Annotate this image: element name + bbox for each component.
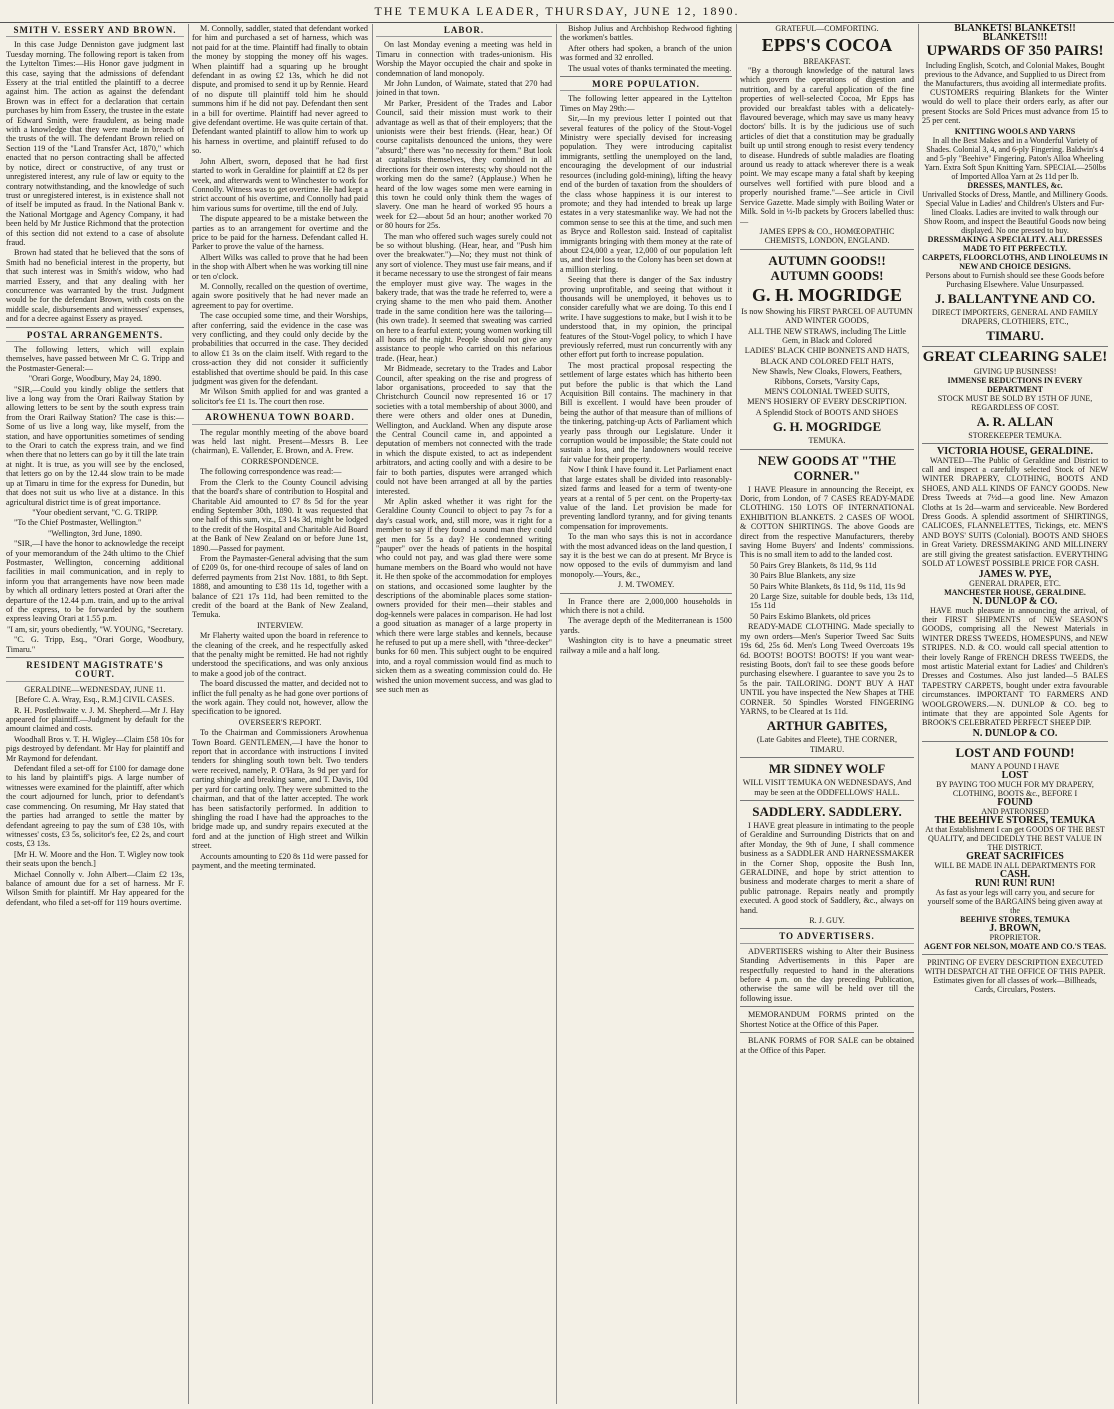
many-pound-label: MANY A POUND I HAVE xyxy=(970,761,1060,771)
customers-notice: CUSTOMERS requiring Blankets for the Winter would do well to place their orders early, as after our present Stocks are Sold Prices must advance from 15 to 25 per cent. xyxy=(922,88,1108,126)
article-paragraph: The dispute appeared to be a mistake between the parties as to an arrangement for overtime and the price to be paid for the harness. Defendant called H. Parker to prove the value of the harness. xyxy=(192,214,368,252)
beehive-title: THE BEEHIVE STORES, TEMUKA xyxy=(934,814,1096,826)
article-paragraph: Mr Flaherty waited upon the board in reference to the cleaning of the creek, and he respectfully asked that the penalty might be remitted. He had not rightly understood the specifications, and was only anxious to make a good job of the contract. xyxy=(192,631,368,678)
article-paragraph: [Before C. A. Wray, Esq., R.M.] CIVIL CASES. xyxy=(15,695,175,705)
manchester-house-title: MANCHESTER HOUSE, GERALDINE. xyxy=(944,587,1086,597)
article-paragraph: The following correspondence was read:— xyxy=(200,467,342,477)
article-paragraph: Mr Wilson Smith applied for and was granted a solicitor's fee £1 1s. The court then rose. xyxy=(192,387,368,406)
article-paragraph: Now I think I have found it. Let Parliament enact that large estates shall be divided into reasonably-sized farms and leased for a term of twenty-one years at a rental of 5 per cent. on the Property-tax value of the land. Let provision be made for preventing landlord tyranny, and for giving tenants compensation for improvements. xyxy=(560,465,732,531)
brown-name: J. BROWN, xyxy=(989,922,1041,934)
knitting-title: KNITTING WOOLS AND YARNS xyxy=(954,126,1076,136)
column-rule xyxy=(556,24,557,1404)
dresses-body: Unrivalled Stocks of Dress, Mantle, and Millinery Goods. Special Value in Ladies' and Children's Ulsters and Fur-lined Cloaks. Ladies are invited to walk through our Show Room, and inspect the Beautiful Goods now being displayed. No one pressed to buy. xyxy=(922,189,1108,235)
corner-ad-body: I HAVE Pleasure in announcing the Receipt, ex Doric, from London, of 7 CASES READY-MADE CLOTHING. 150 LOTS OF INTERNATIONAL EXHIBITION BLANKETS. 2 CASES OF WOOL & COTTON SHIRTINGS. The above Goods are direct from the respective Manufacturers, thereby saving Home Buyers' and Indents' commissions. This is no small item to add to the landed cost. xyxy=(740,484,914,560)
divider xyxy=(922,346,1108,347)
ad-tagline: GRATEFUL—COMFORTING. xyxy=(775,24,879,33)
mogridge-item: ALL THE NEW STRAWS, including The Little Gem, in Black and Colored xyxy=(748,326,906,345)
article-paragraph: Seeing that there is danger of the Sax industry proving unprofitable, and seeing that without it thousands will be unemployed, it behoves us to consider carefully what we are doing. To this end I write. I have suggestions to make, but I wish it to be understood that, in my opinion, the principal features of the Stout-Vogel policy, to which I have previously referred, must run concurrently with any other effort put forth to increase population. xyxy=(560,275,732,360)
divider xyxy=(740,1032,914,1033)
brown-subtitle: PROPRIETOR. xyxy=(989,932,1041,942)
divider xyxy=(6,657,184,658)
divider xyxy=(922,954,1108,955)
divider xyxy=(922,443,1108,444)
dressmaking-title: DRESSMAKING A SPECIALITY. ALL DRESSES MADE TO FIT PERFECTLY. xyxy=(927,234,1103,253)
cocoa-ad-body: "By a thorough knowledge of the natural laws which govern the operations of digestion and nutrition, and by a careful application of the fine properties of well-selected Cocoa, Mr Epps has provided our breakfast tables with a delicately-flavoured beverage, which may save us many heavy doctors' bills. It is by the judicious use of such articles of diet that a constitution may be gradually built up until strong enough to resist every tendency to disease. Hundreds of subtle maladies are floating around us ready to attack wherever there is a weak point. We may escape many a fatal shaft by keeping ourselves well fortified with pure blood and a properly nourished frame."—See article in Civil Service Gazette. Made simply with Boiling Water or Milk. Sold in ½-lb packets by Grocers labelled thus:— xyxy=(740,66,914,226)
pye-subtitle: GENERAL DRAPER, ETC. xyxy=(969,578,1061,588)
sacrifices-subtitle: WILL BE MADE IN ALL DEPARTMENTS FOR xyxy=(934,860,1096,870)
article-paragraph: Woodhall Bros v. T. H. Wigley—Claim £58 10s for pigs destroyed by defendant. Mr Hay for plaintiff and Mr Raymond for defendant. xyxy=(6,734,184,763)
carpets-title: CARPETS, FLOORCLOTHS, AND LINOLEUMS IN NEW AND CHOICE DESIGNS. xyxy=(922,252,1108,271)
column-2 xyxy=(192,24,368,1404)
blankets-banner: BLANKETS! BLANKETS!! BLANKETS!!! xyxy=(954,24,1076,43)
knitting-body: In all the Best Makes and in a Wonderful Variety of Shades. Colonial 3, 4, and 6-ply Fingering. Baldwin's 4 and 5-ply "Beehive" Fingering. Paton's Alloa Wheeling Yarn. Extra Soft Spun Knitting Yarn. SPECIAL—250lbs of Imported Alloa Yarn at 2s 11d per lb. xyxy=(924,135,1106,181)
ballantyne-subtitle: DIRECT IMPORTERS, GENERAL AND FAMILY DRAPERS, CLOTHIERS, ETC., xyxy=(931,307,1099,326)
headline: POSTAL ARRANGEMENTS. xyxy=(6,331,184,342)
by-paying-label: BY PAYING TOO MUCH FOR MY DRAPERY, CLOTHING, BOOTS &c., BEFORE I xyxy=(936,779,1094,798)
column-rule xyxy=(918,24,919,1404)
mogridge-item: A Splendid Stock of BOOTS AND SHOES xyxy=(755,407,899,417)
blank-forms-notice: BLANK FORMS of FOR SALE can be obtained at the Office of this Paper. xyxy=(740,1036,914,1055)
headline: SMITH V. ESSERY AND BROWN. xyxy=(6,26,184,37)
advertisers-body: ADVERTISERS wishing to Alter their Business Standing Advertisements in this Paper are respectfully requested to hand in the alterations before 4 p.m. on the day preceding Publication, otherwise the same will be held over till the following issue. xyxy=(740,946,914,1003)
article-paragraph: From the Paymaster-General advising that the sum of £209 0s, for one-third recoupe of sales of land on deferred payments from 21st Nov. 1881, to 8th Sept. 1888, and amounting to £38 11s 1d, together with a balance of £21 17s 11d, had been remitted to the credit of the board at the Bank of New Zealand, Temuka. xyxy=(192,553,368,620)
victoria-house-body: WANTED—The Public of Geraldine and District to call and inspect a carefully selected Stock of NEW WINTER DRAPERY, CLOTHING, BOOTS AND SHOES, AND ALL KINDS OF FANCY GOODS. New Dress Tweeds at 7½d—a good line. New Amazon Cloths at 1s 2d—warm and serviceable. New Bordered Dress Goods. A splendid assortment of SHIRTINGS, CALICOES, FLANNELETTES, Tickings, etc. MEN'S AND BOYS' SUITS (Colonial). BOOTS AND SHOES in Great Variety. DRESSMAKING AND MILLINERY are still giving the greatest satisfaction. EVERYTHING SOLD AT LOWEST POSSIBLE PRICE FOR CASH. xyxy=(922,455,1108,569)
subheading: OVERSEER'S REPORT. xyxy=(238,717,322,727)
cocoa-ad-title: EPPS'S COCOA xyxy=(761,35,893,55)
column-6 xyxy=(922,24,1108,1404)
headline: RESIDENT MAGISTRATE'S COURT. xyxy=(6,661,184,682)
article-paragraph: The following letter appeared in the Lyttelton Times on May 29th:— xyxy=(560,94,732,113)
mogridge-item: BLACK AND COLORED FELT HATS, xyxy=(760,356,894,366)
dunlop-name: N. DUNLOP & CO. xyxy=(972,727,1058,739)
article-paragraph: The case occupied some time, and their Worships, after conferring, said the evidence in the case was very conflicting, and they could only decide by the probabilities that occurred in the case. They decided to allow £1 3s on the claim itself. With regard to the cross-action they did not consider it sufficiently established that overtime should be paid. In this case judgment was given for the defendant. xyxy=(192,311,368,387)
article-paragraph: The following letters, which will explain themselves, have passed between Mr C. G. Tripp and the Postmaster-General:— xyxy=(6,345,184,373)
corner-list-item: 50 Pairs White Blankets, 8s 11d, 9s 11d, 11s 9d xyxy=(750,581,906,591)
article-paragraph: In this case Judge Denniston gave judgment last Tuesday morning. The following report is taken from the Lyttelton Times:—His Honor gave judgment in this case, saying that the admissions of defendant Essery at the trial entitled the plaintiff to a decree against him. The action as against the defendant Brown was in effect for a declaration that certain purchases by him from Essery, the trustee in the estate of Edward Smith, were fraudulent, as being made with a knowledge that they were made in breach of the trusts of the will. The defendant Brown relied on Section 119 of the "Land Transfer Act, 1870," which enacted that no person contracting shall be affected by notice, direct or constructive, of any trust or unregistered interest, any rule of law or equity to the contrary notwithstanding, and the knowledge of such trust or unregistered interest, is in existence shall not of itself be imputed as fraud. In the National Bank v. the National Mortgage and Agency Company, it had been held by Mr Justice Richmond that the protection of this section did not extend to a case of absolute fraud. xyxy=(6,40,184,247)
divider xyxy=(560,76,732,77)
upwards-title: UPWARDS OF 350 PAIRS! xyxy=(926,43,1104,59)
corner-ad-body: READY-MADE CLOTHING. Made specially to my own orders—Men's Superior Tweed Sac Suits 19s 6d, 25s 6d. Men's Long Tweed Overcoats 19s 6d. BOOTS! BOOTS! BOOTS! If you want wear-resisting Boots, don't fail to see these goods before purchasing elsewhere. I guarantee to save you 2s to 5s the pair. TAILORING. DON'T BUY A HAT UNTIL you have inspected the New Shapes at THE CORNER. 50 Spindles Worsted FINGERING YARNS, to be Cleared at 1s 11d. xyxy=(740,622,914,716)
article-paragraph: From the Clerk to the County Council advising that the board's share of contribution to Hospital and Charitable Aid amounted to £7 8s 5d for the year ending September 30th, 1890. It was requested that one half of this sum, viz., £3 14s 3d, might be lodged to the credit of the Hospital and Charitable Aid Board at the Bank of New Zealand on or before June 1st, 1890.—Passed for payment. xyxy=(192,477,368,553)
divider xyxy=(740,800,914,801)
article-paragraph: The usual votes of thanks terminated the meeting. xyxy=(568,63,732,73)
article-paragraph: Mr Bidmeade, secretary to the Trades and Labor Council, after speaking on the rise and progress of labor organisations, proceeded to say that the Christchurch Council now represented 16 or 17 societies with a total membership of about 3000, and there were others and older ones at Dunedin, Wellington, and Auckland. When any dispute arose the Central Council came in, and appointed a deputation of members not connected with the trade in which the dispute existed, to act as independent arbitrators, and acting coolly and with a desire to be fair to both parties, disputes were arranged which could not have been arranged at all by the parties interested. xyxy=(376,364,552,496)
wolf-ad-body: WILL VISIT TEMUKA ON WEDNESDAYS, And may be seen at the ODDFELLOWS' HALL. xyxy=(742,778,912,797)
article-paragraph: After others had spoken, a branch of the union was formed and 32 enrolled. xyxy=(560,43,732,63)
divider xyxy=(740,249,914,250)
article-paragraph: Accounts amounting to £20 8s 11d were passed for payment, and the meeting terminated. xyxy=(192,851,368,870)
corner-signature: ARTHUR GABITES, xyxy=(766,718,888,734)
article-paragraph: In France there are 2,000,000 households in which there is not a child. xyxy=(560,596,732,615)
mogridge-item: MEN'S COLONIAL TWEED SUITS, xyxy=(764,386,890,396)
wolf-ad-title: MR SIDNEY WOLF xyxy=(768,761,886,777)
run-title: RUN! RUN! RUN! xyxy=(975,877,1055,889)
memo-forms-notice: MEMORANDUM FORMS printed on the Shortest Notice at the Office of this Paper. xyxy=(740,1010,914,1029)
saddlery-signature: R. J. GUY. xyxy=(809,916,845,926)
article-paragraph: The most practical proposal respecting the settlement of large estates which has hitherto been put before the public is that which the Land Acquisition Bill contains. The machinery in that Bill is excellent. I would have been prouder of being the author of that measure than of millions of the tinkering, patching-up Acts of Parliament which yearly pass through our Legislature. Under it corruption would be impossible; the State could not sustain a loss, and the landowners would receive fair value for their property. xyxy=(560,360,732,464)
column-rule xyxy=(736,24,737,1404)
divider xyxy=(740,449,914,450)
mogridge-item: New Shawls, New Cloaks, Flowers, Feathers, Ribbons, Corsets, 'Varsity Caps, xyxy=(752,367,902,386)
patronised-label: AND PATRONISED xyxy=(981,806,1049,816)
cocoa-ad-maker: JAMES EPPS & CO., HOMŒOPATHIC CHEMISTS, LONDON, ENGLAND. xyxy=(759,226,895,246)
printing-notice: PRINTING OF EVERY DESCRIPTION EXECUTED WITH DESPATCH AT THE OFFICE OF THIS PAPER. xyxy=(924,957,1106,976)
corner-signature-sub: (Late Gabites and Fleete), THE CORNER, TIMARU. xyxy=(756,735,898,754)
run-subtitle: As fast as your legs will carry you, and secure for yourself some of the BARGAINS being given away at the xyxy=(927,887,1103,915)
article-paragraph: Bishop Julius and Archbishop Redwood fighting the workmen's battles. xyxy=(560,24,732,43)
mogridge-town: TEMUKA. xyxy=(808,436,846,446)
article-paragraph: The board discussed the matter, and decided not to inflict the full penalty as he had gone over portions of the work again. They could not, however, allow the specification to be ignored. xyxy=(192,679,368,717)
divider xyxy=(6,327,184,328)
article-paragraph: Mr Parker, President of the Trades and Labor Council, said their mission must work to their advantage as well as that of their employers; that the unionists were their best friends. (Hear, hear.) Of course capitalists denounced the unions, they were "absurd;" there was "no necessity for them." But look at capitalists themselves, they combined in all directions for their own interests; why should not the working men do the same? (Applause.) When he heard of the low wages some men were earning in this town he could only think them the wages of slavery. One man he heard of worked 95 hours a week for £2—about 5d an hour; another worked 70 or 80 hours for 25s. xyxy=(376,98,552,231)
masthead: THE TEMUKA LEADER, THURSDAY, JUNE 12, 1890. xyxy=(0,0,1114,23)
estimates-notice: Estimates given for all classes of work—Billheads, Cards, Circulars, Posters. xyxy=(933,975,1097,994)
column-rule xyxy=(188,24,189,1404)
article-paragraph: M. Connolly, saddler, stated that defendant worked for him and purchased a set of harness, which was not paid for at the time. Plaintiff had finally to obtain the money by stopping the money off his wages. When plaintiff had a squaring up he brought defendant in as owing £2 13s, which he did not dispute, and promised to send it up by Rennie. Heard of no dispute till plaintiff told him he should summons him if he did not pay. Defendant then sent in a bill for overtime. Plaintiff had never agreed to give defendant overtime. He was quite certain of that. Defendant wanted plaintiff to allow him to work up his harness in overtime, and plaintiff refused to do so. xyxy=(192,24,368,156)
mogridge-name: G. H. MOGRIDGE xyxy=(751,284,902,305)
divider xyxy=(192,409,368,410)
found-label: FOUND xyxy=(997,796,1033,808)
article-paragraph: Albert Wilks was called to prove that he had been in the shop with Albert when he was working till nine or ten o'clock. xyxy=(192,252,368,281)
column-3 xyxy=(376,24,552,1404)
ballantyne-name: J. BALLANTYNE AND CO. xyxy=(935,290,1095,306)
divider xyxy=(740,928,914,929)
article-paragraph: "SIR,—Could you kindly oblige the settlers that live a long way from the Orari Railway Station by allowing letters to be sent by the south express train from the Orari Railway Station? The case is this:—Some of us live a long way, like myself, from the station, and have opportunities sometimes of sending to the Orari to catch the express train, and we find when there that no letters can go by it till the late train at night. It is true, as you will see by the enclosed, that letters go on by the 12.44 slow train to be made up at Timaru in time for the express for Dunedin, but that does not suit us who live at a distance. In this agricultural district time is of great importance. xyxy=(6,384,184,507)
subheading: INTERVIEW. xyxy=(256,620,304,630)
carpets-body: Persons about to Furnish should see these Goods before Purchasing Elsewhere. Value Unsurpassed. xyxy=(925,270,1105,289)
divider xyxy=(922,741,1108,742)
beehive-stores-label: BEEHIVE STORES, TEMUKA xyxy=(960,914,1070,924)
article-paragraph: Michael Connolly v. John Albert—Claim £2 13s, balance of amount due for a set of harness. Mr F. Wilson Smith for plaintiff. Mr Hay appeared for the defendant, who filed a set-off for 119 hours overtime. xyxy=(6,869,184,907)
article-paragraph: The man who offered such wages surely could not be so without blushing. (Hear, hear, and "Push him over the breakwater.")—No; they must not think of any sort of violence. They must use fair means, and if it became necessary to use the strongest of fair means the employer must give way. The wages in the bakery trade, that was the trade he referred to, were a crying shame to the men who paid them. Another trade in the same condition here was the tailoring—(his own trade). It seemed that sweating was carried on here to a fearful extent; young women working till all hours of the night. People should not give any assistance to people who carried on this nefarious trade. (Hear, hear.) xyxy=(376,231,552,363)
article-paragraph: GERALDINE—WEDNESDAY, JUNE 11. xyxy=(24,684,166,694)
advertisers-title: TO ADVERTISERS. xyxy=(740,932,914,943)
headline: LABOR. xyxy=(376,26,552,37)
allan-subtitle: STOREKEEPER TEMUKA. xyxy=(968,430,1062,440)
mogridge-item: LADIES' BLACK CHIP BONNETS AND HATS, xyxy=(744,346,910,356)
dunlop-name: N. DUNLOP & CO. xyxy=(972,595,1058,607)
saddlery-ad-title: SADDLERY. SADDLERY. xyxy=(752,803,902,819)
article-paragraph: "To the Chief Postmaster, Wellington." xyxy=(14,518,142,528)
article-paragraph: On last Monday evening a meeting was held in Timaru in connection with trades-unionism. His Worship the Mayor occupied the chair and spoke in condemnation of land monopoly. xyxy=(376,40,552,78)
timaru-label: TIMARU. xyxy=(986,327,1044,343)
article-paragraph: Mr Aplin asked whether it was right for the Geraldine County Council to object to pay 7s for a day's casual work, and, still more, was it right for a member to say if they found a sound man they could get men for 5s a day? He condemned writing "pauper" over the heads of patients in the hospital who could not pay, and was glad there were some humane members on the Board who would not have it. He then spoke of the accommodation for employes on stations, and occasioned some laughter by the descriptions of the abominable places some station-owners provided for their men—their stables and dog-kennels were palaces in comparison. He had lost a good situation as manager of a large property in which there were large stables and kennels, because he refused to put up a mere shell, with "three-decker" bunks for 60 men. This subject ought to be enquired into, and a royal commission would find as much to sicken them as a sweating commission could do. He wished the union movement success, and was glad to see such men as xyxy=(376,496,552,695)
column-rule xyxy=(372,24,373,1404)
article-paragraph: Brown had stated that he believed that the sons of Smith had no beneficial interest in the property, but that such interest was in Smith's widow, who had married Essery, and that any dealing with her concurrence was warranted by the trust. Judgment would be for the defendant Brown, with costs on the middle scale, disbursements and witnesses' expenses, and for a decree against Essery as prayed. xyxy=(6,248,184,324)
cocoa-ad-subtitle: BREAKFAST. xyxy=(803,57,851,66)
corner-list-item: 50 Pairs Eskimo Blankets, old prices xyxy=(750,611,871,621)
article-paragraph: John Albert, sworn, deposed that he had first started to work in Geraldine for plaintiff at £2 8s per week, and afterwards went to Winchester to work for Connolly. Witness was to get overtime. He had kept a strict account of his overtime, and Connolly had paid him various sums for overtime, till the end of July. xyxy=(192,156,368,213)
letter-signature: J. M. TWOMEY. xyxy=(617,580,675,590)
article-paragraph: Sir,—In my previous letter I pointed out that several features of the policy of the Stout-Vogel Ministry were specially devised for increasing population. They were introducing capitalist immigrants, settling the unemployed on the land, encouraging the development of our industrial resources (including gold-mining), lifting the heavy end of the burden of taxation from the shoulders of the class whose happiness it is our interest to promote; and they had intended to break up large estates in a very statesmanlike way. We had not the common sense to see this at the time, and such men as Bryce and Rolleston said. Instead of capitalist immigrants bringing with them money at the rate of about £24,000 a year, 12,000 of our population left us, and their loss to the Colony has been set down at a million sterling. xyxy=(560,114,732,274)
article-paragraph: The average depth of the Mediterranean is 1500 yards. xyxy=(560,616,732,635)
clearing-sale-title: GREAT CLEARING SALE! xyxy=(922,348,1108,365)
upwards-subtitle: Including English, Scotch, and Colonial Makes, Bought previous to the Advance, and Supplied to us Direct from the Manufacturers, thus avoiding all intermediate profits. xyxy=(923,61,1107,88)
article-paragraph: The regular monthly meeting of the above board was held last night. Present—Messrs B. Lee (chairman), E. Vallender, E. Brown, and A. Frew. xyxy=(192,427,368,456)
reductions-label: IMMENSE REDUCTIONS IN EVERY DEPARTMENT xyxy=(947,375,1083,394)
beehive-subtitle: At that Establishment I can get GOODS OF THE BEST QUALITY, and DECIDEDLY THE BEST VALUE IN THE DISTRICT. xyxy=(925,824,1105,852)
divider xyxy=(560,593,732,594)
dunlop-body: HAVE much pleasure in announcing the arrival, of their FIRST SHIPMENTS of NEW SEASON'S GOODS, comprising all the Newest Materials in WINTER DRESS TWEEDS, HOMESPUNS, and NEW STRIPES. N.D. & CO. would call special attention to their lovely Range of FRENCH DRESS TWEEDS, the most artistic Material extant for Ladies' and Children's Dresses and Costumes. Also just landed—5 BALES TAPESTRY CARPETS, bought under extra favourable circumstances. IMPORTANT TO FARMERS AND WOOLGROWERS.—N. DUNLOP & CO. beg to intimate that they are appointed Sole Agents for BROOK'S CELEBRATED PERFECT SHEEP DIP. xyxy=(922,605,1108,728)
corner-list-item: 20 Large Size, suitable for double beds, 13s 11d, 15s 11d xyxy=(750,592,914,611)
mogridge-body: Is now Showing his FIRST PARCEL OF AUTUMN AND WINTER GOODS, xyxy=(741,306,913,326)
cash-label: CASH. xyxy=(999,868,1031,880)
article-paragraph: To the Chairman and Commissioners Arowhenua Town Board. GENTLEMEN,—I have the honor to report that in accordance with instructions I invited tenders for shingling south town belt. Two tenders were received, namely, P. O'Hara, 3s 9d per yard for carting shingle and breaking same, and T. Davis, 10d per yard for carting only. They were submitted to the chairman, and that of the latter accepted. The work has been satisfactorily performed. In addition to shingling the road I have had the approaches to the bridge made up, and sundry repairs executed at the ford and at the junction of High street and Wilkin street. xyxy=(192,728,368,851)
letter-address: "Orari Gorge, Woodbury, May 24, 1890. xyxy=(28,374,162,384)
letter-signature: "Your obedient servant, "C. G. TRIPP. xyxy=(32,507,158,517)
article-paragraph: To the man who says this is not in accordance with the most advanced ideas on the land question, I say it is the best we can do at present. Mr Bryce is now opposed to the evils of dummyism and land monopoly.—Yours, &c., xyxy=(560,532,732,579)
divider xyxy=(740,757,914,758)
column-4 xyxy=(560,24,732,1404)
tea-agent-label: AGENT FOR NELSON, MOATE AND CO.'S TEAS. xyxy=(923,941,1107,951)
saddlery-ad-body: I HAVE great pleasure in intimating to the people of Geraldine and Surrounding Districts that on and after Monday, the 9th of June, I shall commence business as a SADDLER AND HARNESSMAKER in the Corner Shop, opposite the Bush Inn, GERALDINE, and hope by strict attention to business and moderate charges to merit a share of public patronage. Repairs neatly and promptly executed. A good stock of Saddlery, &c., always on hand. xyxy=(740,820,914,915)
stock-notice: STOCK MUST BE SOLD BY 15TH OF JUNE, REGARDLESS OF COST. xyxy=(937,393,1093,412)
article-paragraph: Defendant filed a set-off for £100 for damage done to his land by plaintiff's pigs. A large number of witnesses were examined for the plaintiff, after which the court adjourned for lunch, prior to defendant's case commencing. On resuming, Mr Hay stated that the parties had arranged to settle the matter by defendant agreeing to pay the sum of £38 10s, with witnesses' costs, £3 5s, solicitor's fee, £2 2s, and court costs, £3 13s. xyxy=(6,764,184,849)
divider xyxy=(740,1006,914,1007)
subheading: CORRESPONDENCE. xyxy=(241,456,319,466)
dresses-title: DRESSES, MANTLES, &c. xyxy=(967,180,1063,190)
lost-found-title: LOST AND FOUND! xyxy=(955,744,1075,760)
mogridge-item: MEN'S HOSIERY OF EVERY DESCRIPTION. xyxy=(747,397,907,407)
allan-name: A. R. ALLAN xyxy=(976,413,1054,429)
article-paragraph: [Mr H. W. Moore and the Hon. T. Wigley now took their seats upon the bench.] xyxy=(6,849,184,869)
corner-list-item: 30 Pairs Blue Blankets, any size xyxy=(750,571,856,581)
article-paragraph: Mr John Lundon, of Waimate, stated that 270 had joined in that town. xyxy=(376,79,552,98)
letter-signature: "I am, sir, yours obediently, "W. YOUNG, "Secretary. xyxy=(6,624,184,634)
corner-list-item: 50 Pairs Grey Blankets, 8s 11d, 9s 11d xyxy=(750,560,877,570)
victoria-house-title: VICTORIA HOUSE, GERALDINE. xyxy=(937,445,1093,457)
article-paragraph: M. Connolly, recalled on the question of overtime, again swore positively that he had never made an agreement to pay for overtime. xyxy=(192,281,368,310)
sacrifices-title: GREAT SACRIFICES xyxy=(966,850,1064,862)
letter-address: "Wellington, 3rd June, 1890. xyxy=(47,528,143,538)
autumn-ad-title: AUTUMN GOODS!! AUTUMN GOODS! xyxy=(768,252,886,283)
column-1 xyxy=(6,24,184,1404)
article-paragraph: R. H. Postlethwaite v. J. M. Shepherd.—Mr J. Hay appeared for plaintiff.—Judgment by default for the amount claimed and costs. xyxy=(6,705,184,734)
article-paragraph: "C. G. Tripp, Esq., "Orari Gorge, Woodbury, Timaru." xyxy=(6,635,184,654)
lost-label: LOST xyxy=(1001,769,1029,781)
giving-up-label: GIVING UP BUSINESS! xyxy=(973,366,1057,376)
headline: MORE POPULATION. xyxy=(560,80,732,91)
article-paragraph: Washington city is to have a pneumatic street railway a mile and a half long. xyxy=(560,636,732,655)
pye-name: JAMES W. PYE, xyxy=(978,568,1052,580)
column-5 xyxy=(740,24,914,1404)
headline: AROWHENUA TOWN BOARD. xyxy=(192,413,368,424)
corner-ad-title: NEW GOODS AT "THE CORNER." xyxy=(757,452,897,483)
mogridge-signature: G. H. MOGRIDGE xyxy=(772,419,882,435)
article-paragraph: "SIR,—I have the honor to acknowledge the receipt of your memorandum of the 24th ultimo to the Chief Postmaster, Wellington, concerning additional facilities in mail communication, and in reply to inform you that arrangements have now been made by which all ordinary letters posted at Orari after the departure of the 12.44 p.m. train, and up to the arrival of the express, to be forwarded by the southern express leaving Orari at 1.55 p.m. xyxy=(6,539,184,624)
